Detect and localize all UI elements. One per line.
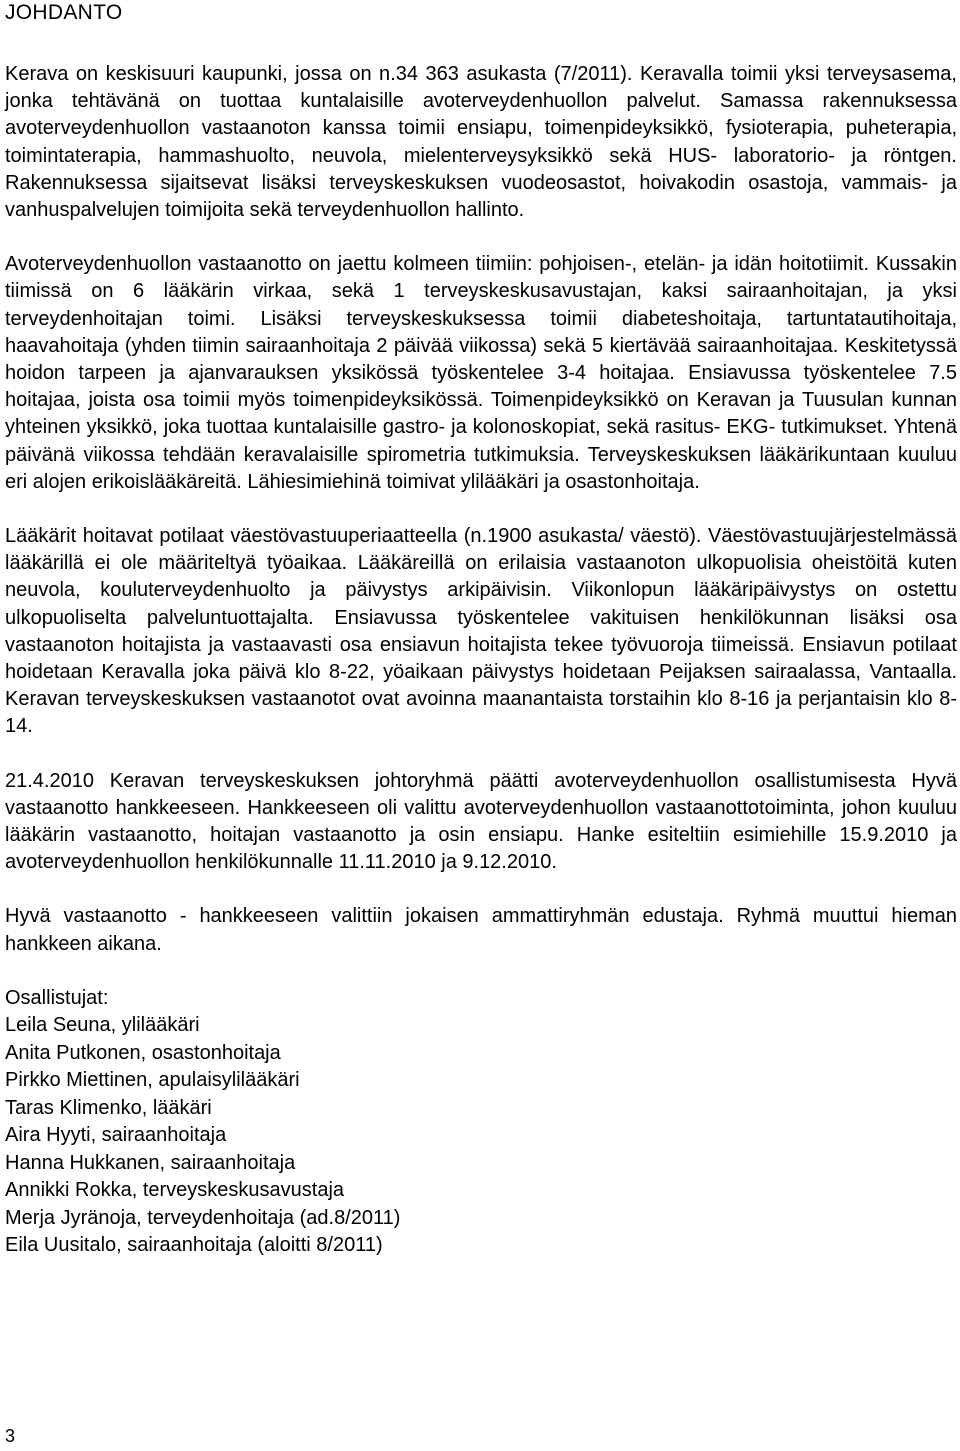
participant-item: Annikki Rokka, terveyskeskusavustaja: [5, 1179, 345, 1202]
participant-item: Eila Uusitalo, sairaanhoitaja (aloitti 8/2011): [5, 1234, 383, 1257]
paragraph-project-decision: 21.4.2010 Keravan terveyskeskuksen johtoryhmä päätti avoterveydenhuollon osallistumisesta Hyvä vastaanotto hankkeeseen. Hankkeeseen oli valittu avoterveydenhuollon vastaanottotoiminta, johon kuuluu lääkärin vastaanotto, hoitajan vastaanotto ja osin ensiapu. Hanke esiteltiin esimiehille 15.9.2010 ja avoterveydenhuollon henkilökunnalle 11.11.2010 ja 9.12.2010.: [5, 769, 957, 874]
participant-item: Aira Hyyti, sairaanhoitaja: [5, 1124, 227, 1147]
participant-item: Merja Jyränoja, terveydenhoitaja (ad.8/2011): [5, 1206, 401, 1229]
participant-item: Leila Seuna, ylilääkäri: [5, 1014, 200, 1037]
participant-item: Taras Klimenko, lääkäri: [5, 1096, 212, 1119]
participant-item: Anita Putkonen, osastonhoitaja: [5, 1041, 281, 1064]
participant-item: Pirkko Miettinen, apulaisylilääkäri: [5, 1069, 300, 1092]
paragraph-doctors: Lääkärit hoitavat potilaat väestövastuuperiaatteella (n.1900 asukasta/ väestö). Väestövastuujärjestelmässä lääkärillä ei ole määriteltyä työaikaa. Lääkäreillä on erilaisia vastaanoton ulkopuolisia oheistöitä kuten neuvola, kouluterveydenhuolto ja päivystys arkipäivisin. Viikonlopun lääkäripäivystys on ostettu ulkopuoliselta palveluntuottajalta. Ensiavussa työskentelee vakituisen henkilökunnan lisäksi osa vastaanoton hoitajista ja vastaavasti osa ensiavun hoitajista tekee työvuoroja tiimeissä. Ensiavun potilaat hoidetaan Keravalla joka päivä klo 8-22, yöaikaan päivystys hoidetaan Peijaksen sairaalassa, Vantaalla. Keravan terveyskeskuksen vastaanotot ovat avoinna maanantaista torstaihin klo 8-16 ja perjantaisin klo 8-14.: [5, 525, 957, 738]
page-number: 3: [5, 1426, 16, 1446]
paragraph-teams: Avoterveydenhuollon vastaanotto on jaettu kolmeen tiimiin: pohjoisen-, etelän- ja idän hoitotiimit. Kussakin tiimissä on 6 lääkärin virkaa, sekä 1 terveyskeskusavustajan, kaksi sairaanhoitajan, ja yksi terveydenhoitajan toimi. Lisäksi terveyskeskuksessa toimii diabeteshoitaja, tartuntatautihoitaja, haavahoitaja (yhden tiimin sairaanhoitaja 2 päivää viikossa) sekä 5 kiertävää sairaanhoitajaa. Keskitetyssä hoidon tarpeen ja ajanvarauksen yksikössä työskentelee 3-4 hoitajaa. Ensiavussa työskentelee 7.5 hoitajaa, joista osa toimii myös toimenpideyksikössä. Toimenpideyksikkö on Keravan ja Tuusulan kunnan yhteinen yksikkö, joka tuottaa kuntalaisille gastro- ja kolonoskopiat, sekä rasitus- EKG- tutkimukset. Yhtenä päivänä viikossa tehdään keravalaisille spirometria tutkimuksia. Terveyskeskuksen lääkärikuntaan kuuluu eri alojen erikoislääkäreitä. Lähiesimiehinä toimivat ylilääkäri ja osastonhoitaja.: [5, 253, 957, 493]
paragraph-introduction: Kerava on keskisuuri kaupunki, jossa on n.34 363 asukasta (7/2011). Keravalla toimii yksi terveysasema, jonka tehtävänä on tuottaa kuntalaisille avoterveydenhuollon palvelut. Samassa rakennuksessa avoterveydenhuollon vastaanoton kanssa toimii ensiapu, toimenpideyksikkö, fysioterapia, puheterapia, toimintaterapia, hammashuolto, neuvola, mielenterveysyksikkö sekä HUS- laboratorio- ja röntgen. Rakennuksessa sijaitsevat lisäksi terveyskeskuksen vuodeosastot, hoivakodin osastoja, vammais- ja vanhuspalvelujen toimijoita sekä terveydenhuollon hallinto.: [5, 63, 957, 222]
paragraph-project-group: Hyvä vastaanotto - hankkeeseen valittiin jokaisen ammattiryhmän edustaja. Ryhmä muuttui hieman hankkeen aikana.: [5, 905, 957, 955]
participants-list: [5, 1012, 957, 1260]
participant-item: Hanna Hukkanen, sairaanhoitaja: [5, 1151, 296, 1174]
document-page: [5, 0, 957, 1260]
section-heading: JOHDANTO: [5, 1, 123, 24]
participants-label: Osallistujat:: [5, 986, 109, 1009]
